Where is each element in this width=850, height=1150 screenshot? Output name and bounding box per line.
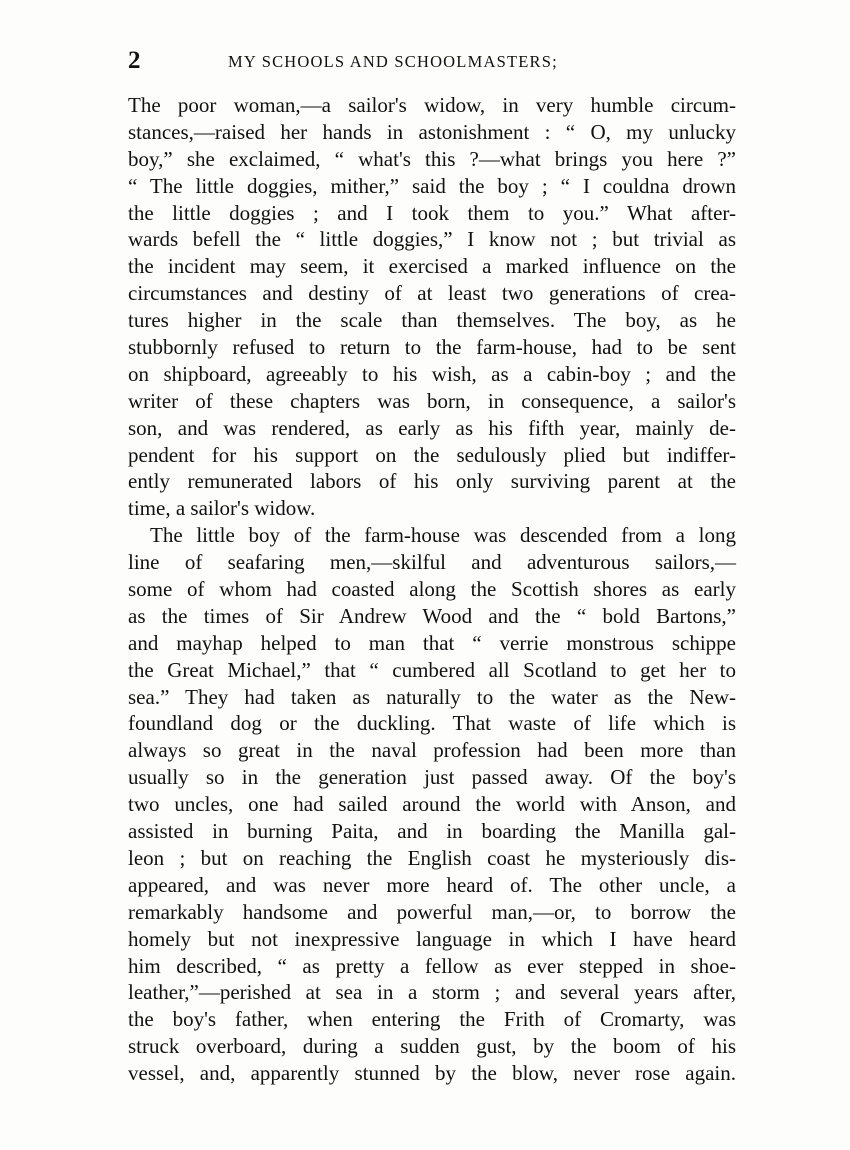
text-line: and mayhap helped to man that “ verrie monstrous schippe bbox=[128, 630, 736, 655]
text-line: foundland dog or the duckling. That waste of life which is bbox=[128, 711, 736, 736]
text-line: the incident may seem, it exercised a marked influence on the bbox=[128, 254, 736, 279]
text-line: the little doggies ; and I took them to you.” What after- bbox=[128, 200, 736, 225]
text-line: “ The little doggies, mither,” said the boy ; “ I couldna drown bbox=[128, 173, 736, 198]
text-line: The poor woman,—a sailor's widow, in very humble circum- bbox=[128, 93, 736, 117]
text-line: the Great Michael,” that “ cumbered all Scotland to get her to bbox=[128, 657, 736, 682]
text-line: some of whom had coasted along the Scottish shores as early bbox=[128, 577, 736, 602]
text-line: ently remunerated labors of his only surviving parent at the bbox=[128, 469, 736, 494]
text-line: leather,”—perished at sea in a storm ; and several years after, bbox=[128, 980, 736, 1005]
text-line: stances,—raised her hands in astonishment : “ O, my unlucky bbox=[128, 119, 736, 144]
text-line: two uncles, one had sailed around the world with Anson, and bbox=[128, 792, 736, 817]
text-line: as the times of Sir Andrew Wood and the “ bold Bartons,” bbox=[128, 603, 736, 628]
text-line: time, a sailor's widow. bbox=[128, 496, 316, 521]
text-line: son, and was rendered, as early as his fifth year, mainly de- bbox=[128, 415, 736, 440]
text-line: boy,” she exclaimed, “ what's this ?—what brings you here ?” bbox=[128, 146, 736, 171]
page-number: 2 bbox=[128, 47, 141, 74]
text-line: on shipboard, agreeably to his wish, as a cabin-boy ; and the bbox=[128, 361, 736, 386]
text-line: him described, “ as pretty a fellow as ever stepped in shoe- bbox=[128, 953, 736, 978]
text-line: appeared, and was never more heard of. The other uncle, a bbox=[128, 872, 736, 897]
text-line: usually so in the generation just passed away. Of the boy's bbox=[128, 765, 736, 790]
text-line: writer of these chapters was born, in consequence, a sailor's bbox=[128, 388, 736, 413]
running-title: MY SCHOOLS AND SCHOOLMASTERS; bbox=[228, 52, 558, 71]
text-line: sea.” They had taken as naturally to the water as the New- bbox=[128, 684, 736, 709]
text-line: stubbornly refused to return to the farm-house, had to be sent bbox=[128, 335, 736, 360]
text-line: line of seafaring men,—skilful and adventurous sailors,— bbox=[128, 550, 736, 575]
paragraph-2 bbox=[128, 522, 736, 1087]
text-line: circumstances and destiny of at least two generations of crea- bbox=[128, 281, 736, 306]
running-head bbox=[128, 46, 736, 76]
text-line: always so great in the naval profession had been more than bbox=[128, 738, 736, 763]
text-line: homely but not inexpressive language in which I have heard bbox=[128, 926, 736, 951]
text-line: the boy's father, when entering the Frith of Cromarty, was bbox=[128, 1007, 736, 1032]
text-line: struck overboard, during a sudden gust, by the boom of his bbox=[128, 1034, 736, 1059]
text-line: vessel, and, apparently stunned by the blow, never rose again. bbox=[128, 1061, 736, 1086]
text-line: leon ; but on reaching the English coast he mysteriously dis- bbox=[128, 845, 736, 870]
text-line: pendent for his support on the sedulously plied but indiffer- bbox=[128, 442, 736, 467]
text-line: remarkably handsome and powerful man,—or, to borrow the bbox=[128, 899, 736, 924]
paragraph-1 bbox=[128, 92, 736, 522]
text-line: tures higher in the scale than themselves. The boy, as he bbox=[128, 308, 736, 333]
text-line: The little boy of the farm-house was descended from a long bbox=[150, 523, 736, 548]
text-line: wards befell the “ little doggies,” I know not ; but trivial as bbox=[128, 227, 736, 252]
body-text bbox=[128, 92, 736, 1087]
text-line: assisted in burning Paita, and in boarding the Manilla gal- bbox=[128, 819, 736, 844]
